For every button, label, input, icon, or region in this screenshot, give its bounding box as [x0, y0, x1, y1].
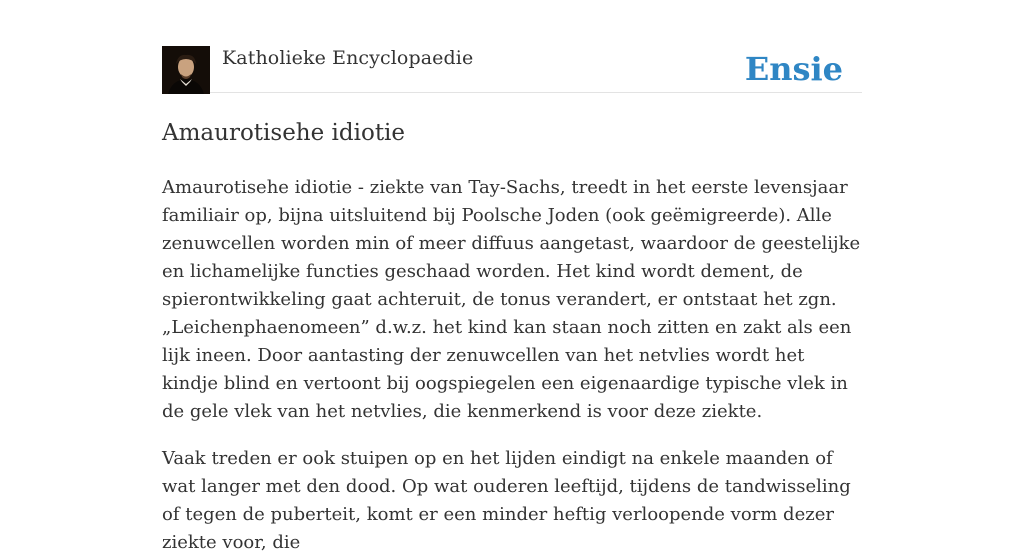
article-title: Amaurotisehe idiotie	[162, 120, 406, 146]
portrait-avatar-icon[interactable]	[162, 46, 210, 94]
page	[162, 0, 862, 557]
header	[162, 0, 862, 93]
article-paragraph: Amaurotisehe idiotie - ziekte van Tay-Sachs, treedt in het eerste levensjaar familiair op, bijna uitsluitend bij Poolsche Joden (ook geëmigreerde). Alle zenuwcellen worden min of meer diffuus aangetast, waardoor de geestelijke en lichamelijke functies geschaad worden. Het kind wordt dement, de spierontwikkeling gaat achteruit, de tonus verandert, er ontstaat het zgn. „Leichenphaenomeen” d.w.z. het kind kan staan noch zitten en zakt als een lijk ineen. Door aantasting der zenuwcellen van het netvlies wordt het kindje blind en vertoont bij oogspiegelen een eigenaardige typische vlek in de gele vlek van het netvlies, die kenmerkend is voor deze ziekte.	[162, 177, 861, 422]
article-paragraph: Vaak treden er ook stuipen op en het lijden eindigt na enkele maanden of wat langer met den dood. Op wat ouderen leeftijd, tijdens de tandwisseling of tegen de puberteit, komt er een minder heftig verloopende vorm dezer ziekte voor, die	[162, 448, 851, 553]
source-name[interactable]: Katholieke Encyclopaedie	[222, 47, 474, 69]
brand-logo[interactable]: Ensie	[744, 50, 843, 88]
